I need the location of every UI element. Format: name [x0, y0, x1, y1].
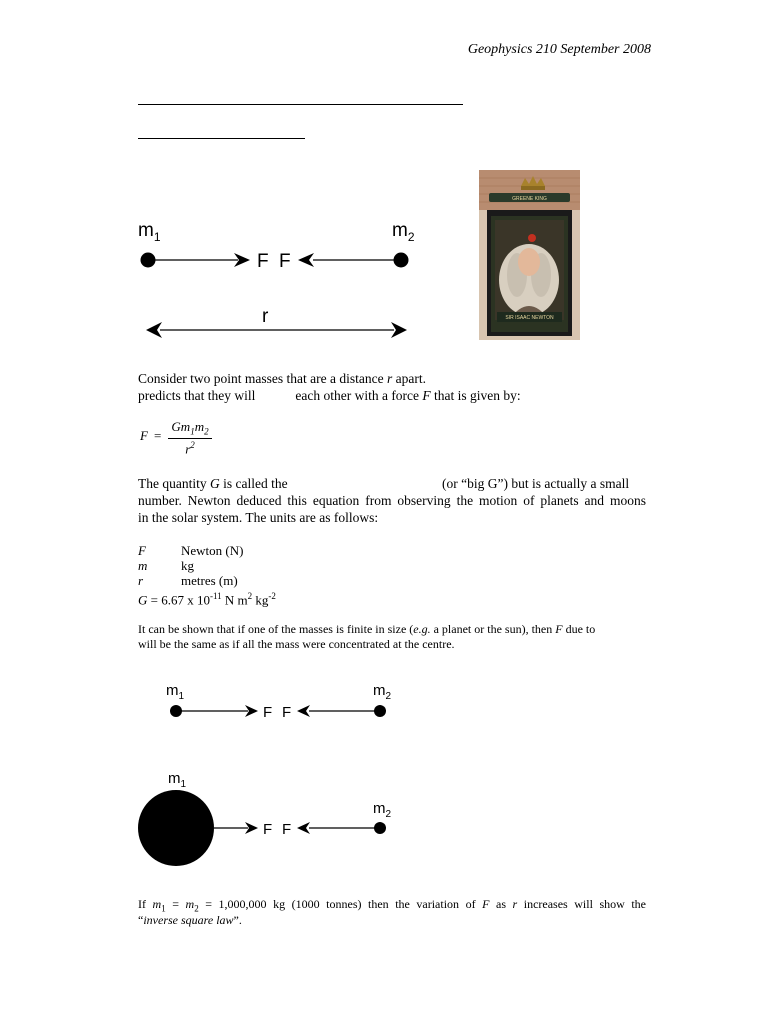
point-mass-diagram-small — [160, 676, 410, 726]
arrowhead-left-icon — [297, 705, 310, 717]
svg-text:GREENE KING: GREENE KING — [512, 196, 547, 202]
intro-line-2: predicts that they will each other with a force F that is given by: — [138, 388, 521, 403]
finite-mass-line-2: will be the same as if all the mass were concentrated at the centre. — [138, 637, 455, 651]
finite-mass-diagram — [130, 764, 410, 874]
m1-label: $m_1$ — [166, 682, 185, 702]
unit-row-force: F Newton (N) — [138, 543, 244, 558]
finite-mass-line-1: It can be shown that if one of the masses is finite in size (e.g. a planet or the sun), then F due to — [138, 622, 596, 636]
point-mass-diagram — [130, 210, 430, 350]
unit-row-mass: m kg — [138, 558, 194, 573]
m1-label: $m_1$ — [168, 770, 187, 790]
force-label-left: F — [257, 251, 269, 272]
unit-row-distance: r metres (m) — [138, 573, 238, 588]
m2-label: $m_2$ — [373, 682, 392, 702]
newton-portrait-image — [479, 170, 580, 340]
force-label-left: F — [263, 821, 273, 838]
g-paragraph-line-2: number. Newton deduced this equation from observing the motion of planets and moons — [138, 493, 646, 508]
finite-mass-sphere — [138, 790, 214, 866]
force-label-right: F — [282, 704, 292, 721]
subtitle-rule — [138, 138, 305, 139]
g-paragraph-line-3: in the solar system. The units are as follows: — [138, 510, 379, 525]
g-paragraph-line-1: The quantity G is called the (or “big G”) but is actually a small — [138, 476, 630, 491]
distance-label: r — [262, 306, 269, 327]
force-label-right: F — [279, 251, 291, 272]
g-value: G = 6.67 x $10^{-11}$ N $m^2$ $kg^{-2}$ — [138, 591, 276, 608]
page-header: Geophysics 210 September 2008 — [467, 42, 651, 57]
intro-line-1: Consider two point masses that are a distance r apart. — [138, 371, 426, 386]
svg-text:SIR ISAAC NEWTON: SIR ISAAC NEWTON — [505, 315, 554, 321]
m2-label: $m_2$ — [392, 220, 415, 244]
m2-label: $m_2$ — [373, 800, 392, 820]
force-label-right: F — [282, 821, 292, 838]
inverse-square-line-2: “inverse square law”. — [138, 913, 242, 927]
force-label-left: F — [263, 704, 273, 721]
m1-label: $m_1$ — [138, 220, 161, 244]
arrowhead-left-icon — [298, 253, 314, 267]
gravity-formula: F = $\frac{Gm_1m_2}{r^2}$ — [140, 420, 230, 460]
distance-arrowhead-left-icon — [146, 322, 162, 338]
arrowhead-left-icon — [297, 822, 310, 834]
title-rule — [138, 104, 463, 105]
inverse-square-line-1: If $m_1 = m_2 = 1,000,000$ kg (1000 tonnes) then the variation of F as r increases will show the — [138, 897, 646, 914]
